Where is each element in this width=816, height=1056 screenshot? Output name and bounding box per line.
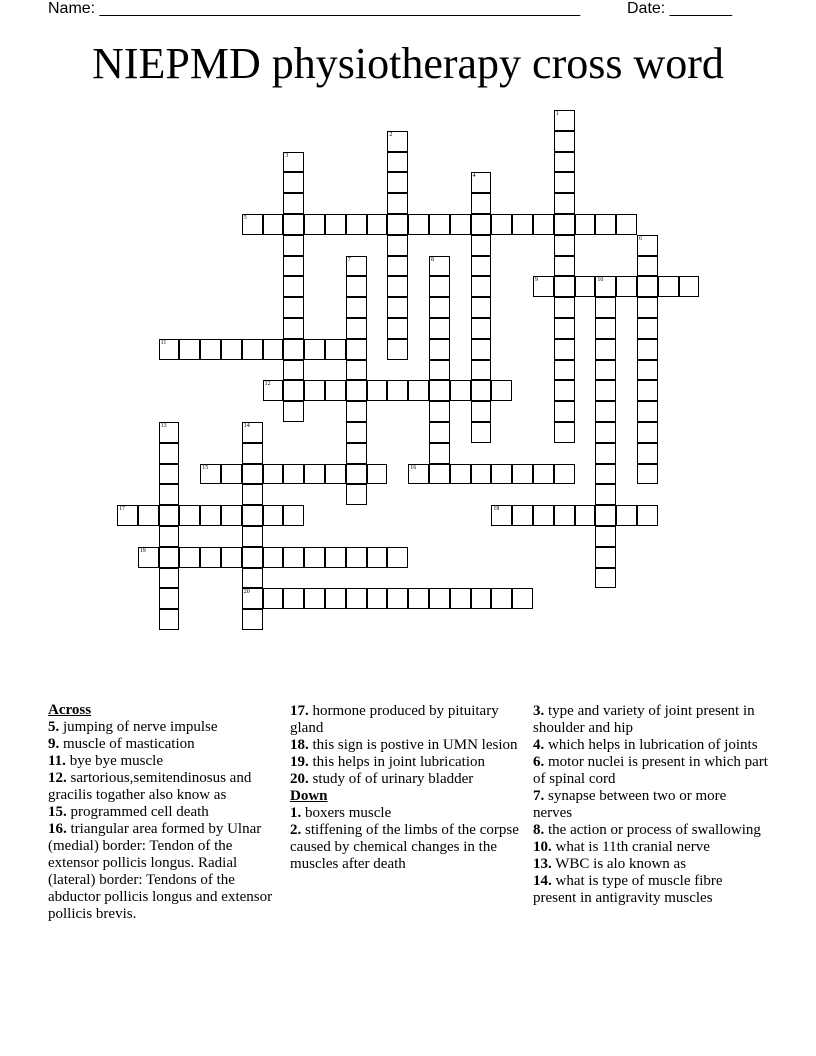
grid-cell[interactable]	[491, 464, 512, 485]
clue-number: 7.	[533, 788, 545, 804]
grid-cell[interactable]	[637, 318, 658, 339]
clue-number: 8.	[533, 822, 545, 838]
clue-item	[48, 753, 284, 770]
grid-cell[interactable]	[283, 505, 304, 526]
grid-cell[interactable]	[200, 547, 221, 568]
grid-cell[interactable]	[637, 276, 658, 297]
clue-number: 14.	[533, 873, 552, 889]
grid-cell[interactable]	[283, 588, 304, 609]
clue-number: 5	[243, 215, 247, 221]
grid-cell[interactable]	[595, 484, 616, 505]
grid-cell[interactable]	[242, 422, 263, 443]
clue-number: 12	[264, 381, 271, 388]
grid-cell[interactable]	[595, 547, 616, 568]
grid-cell[interactable]	[367, 380, 388, 401]
down-heading: Down	[290, 788, 328, 804]
grid-cell[interactable]	[554, 505, 575, 526]
grid-cell[interactable]	[242, 484, 263, 505]
grid-cell[interactable]	[595, 464, 616, 485]
grid-cell[interactable]	[595, 214, 616, 235]
clue-item	[290, 754, 526, 771]
grid-cell[interactable]	[346, 443, 367, 464]
clue-number: 13	[160, 423, 167, 429]
grid-cell[interactable]	[471, 464, 492, 485]
grid-cell[interactable]	[367, 547, 388, 568]
clue-text: stiffening of the limbs of the corpse caused by chemical changes in the muscles after death	[290, 822, 519, 872]
grid-cell[interactable]	[263, 339, 284, 360]
grid-cell[interactable]	[159, 547, 180, 568]
clue-item	[48, 821, 284, 923]
clue-number: 3.	[533, 703, 545, 719]
grid-cell[interactable]	[471, 235, 492, 256]
clue-text: boxers muscle	[301, 805, 392, 821]
grid-cell[interactable]	[450, 380, 471, 401]
clues-column-1	[48, 702, 284, 923]
grid-cell[interactable]	[554, 110, 575, 131]
grid-cell[interactable]	[554, 172, 575, 193]
grid-cell[interactable]	[242, 214, 263, 235]
grid-cell[interactable]	[554, 464, 575, 485]
clue-text: what is 11th cranial nerve	[551, 839, 710, 855]
grid-cell[interactable]	[491, 214, 512, 235]
grid-cell[interactable]	[283, 360, 304, 381]
grid-cell[interactable]	[179, 505, 200, 526]
grid-cell[interactable]	[471, 297, 492, 318]
grid-cell[interactable]	[512, 464, 533, 485]
grid-cell[interactable]	[346, 401, 367, 422]
grid-cell[interactable]	[346, 214, 367, 235]
clue-item	[48, 804, 284, 821]
grid-cell[interactable]	[595, 360, 616, 381]
grid-cell[interactable]	[554, 235, 575, 256]
grid-cell[interactable]	[658, 276, 679, 297]
grid-cell[interactable]	[471, 276, 492, 297]
clue-item	[290, 703, 526, 737]
grid-cell[interactable]	[304, 588, 325, 609]
clue-number: 16	[410, 464, 417, 471]
grid-cell[interactable]	[242, 464, 263, 485]
clue-item	[533, 839, 769, 856]
grid-cell[interactable]	[159, 339, 180, 360]
clue-number: 16.	[48, 821, 67, 837]
clue-number: 19	[139, 547, 146, 554]
grid-cell[interactable]	[283, 172, 304, 193]
grid-cell[interactable]	[263, 588, 284, 609]
clue-number: 10	[597, 277, 604, 284]
grid-cell[interactable]	[637, 297, 658, 318]
grid-cell[interactable]	[533, 214, 554, 235]
grid-cell[interactable]	[429, 464, 450, 485]
clue-item	[48, 770, 284, 804]
grid-cell[interactable]	[679, 276, 700, 297]
grid-cell[interactable]	[471, 422, 492, 443]
grid-cell[interactable]	[554, 131, 575, 152]
grid-cell[interactable]	[637, 360, 658, 381]
grid-cell[interactable]	[429, 339, 450, 360]
grid-cell[interactable]	[429, 214, 450, 235]
grid-cell[interactable]	[387, 297, 408, 318]
grid-cell[interactable]	[429, 422, 450, 443]
grid-cell[interactable]	[159, 443, 180, 464]
clue-text: type and variety of joint present in shoulder and hip	[533, 703, 755, 736]
grid-cell[interactable]	[387, 172, 408, 193]
clue-text: bye bye muscle	[65, 753, 163, 769]
grid-cell[interactable]	[637, 380, 658, 401]
clue-number: 13.	[533, 856, 552, 872]
grid-cell[interactable]	[575, 505, 596, 526]
clue-number: 20	[243, 589, 250, 596]
clue-text: this sign is postive in UMN lesion	[308, 737, 518, 753]
clue-number: 11.	[48, 753, 66, 769]
grid-cell[interactable]	[616, 276, 637, 297]
clue-text: programmed cell death	[66, 804, 209, 820]
grid-cell[interactable]	[159, 464, 180, 485]
clue-number: 1.	[290, 805, 302, 821]
grid-cell[interactable]	[346, 484, 367, 505]
clue-number: 6	[639, 235, 642, 242]
grid-cell[interactable]	[346, 588, 367, 609]
grid-cell[interactable]	[429, 318, 450, 339]
grid-cell[interactable]	[471, 318, 492, 339]
grid-cell[interactable]	[283, 401, 304, 422]
clue-number: 9	[535, 277, 538, 284]
clue-number: 18.	[290, 737, 309, 753]
grid-cell[interactable]	[637, 401, 658, 422]
grid-cell[interactable]	[200, 464, 221, 485]
clue-number: 9.	[48, 736, 60, 752]
clue-number: 18	[493, 506, 500, 513]
clue-item	[290, 771, 526, 788]
clue-number: 10.	[533, 839, 552, 855]
grid-cell[interactable]	[304, 464, 325, 485]
grid-cell[interactable]	[429, 276, 450, 297]
grid-cell[interactable]	[595, 380, 616, 401]
grid-cell[interactable]	[595, 422, 616, 443]
clue-number: 1	[555, 111, 559, 117]
clue-number: 3	[285, 152, 289, 159]
grid-cell[interactable]	[637, 443, 658, 464]
grid-cell[interactable]	[387, 256, 408, 277]
grid-cell[interactable]	[159, 526, 180, 547]
grid-cell[interactable]	[471, 401, 492, 422]
clue-number: 14	[243, 423, 250, 429]
grid-cell[interactable]	[283, 256, 304, 277]
grid-cell[interactable]	[471, 339, 492, 360]
grid-cell[interactable]	[263, 505, 284, 526]
clue-text: the action or process of swallowing	[544, 822, 761, 838]
grid-cell[interactable]	[471, 360, 492, 381]
clue-item	[48, 719, 284, 736]
grid-cell[interactable]	[637, 464, 658, 485]
grid-cell[interactable]	[595, 276, 616, 297]
grid-cell[interactable]	[471, 380, 492, 401]
clue-text: synapse between two or more nerves	[533, 788, 727, 821]
grid-cell[interactable]	[346, 339, 367, 360]
grid-cell[interactable]	[387, 193, 408, 214]
grid-cell[interactable]	[637, 339, 658, 360]
clue-item	[533, 856, 769, 873]
clue-number: 11	[160, 339, 167, 346]
clue-item	[290, 822, 526, 873]
grid-cell[interactable]	[221, 547, 242, 568]
grid-cell[interactable]	[346, 380, 367, 401]
grid-cell[interactable]	[367, 214, 388, 235]
grid-cell[interactable]	[263, 214, 284, 235]
grid-cell[interactable]	[637, 256, 658, 277]
clue-item	[533, 737, 769, 754]
grid-cell[interactable]	[491, 588, 512, 609]
grid-cell[interactable]	[283, 193, 304, 214]
grid-cell[interactable]	[346, 256, 367, 277]
grid-cell[interactable]	[346, 297, 367, 318]
grid-cell[interactable]	[554, 297, 575, 318]
grid-cell[interactable]	[283, 547, 304, 568]
clue-number: 7	[347, 256, 351, 263]
grid-cell[interactable]	[179, 339, 200, 360]
grid-cell[interactable]	[346, 422, 367, 443]
grid-cell[interactable]	[283, 235, 304, 256]
grid-cell[interactable]	[242, 547, 263, 568]
grid-cell[interactable]	[387, 152, 408, 173]
across-heading: Across	[48, 702, 92, 718]
page-title: NIEPMD physiotherapy cross word	[92, 39, 724, 88]
grid-cell[interactable]	[429, 360, 450, 381]
grid-cell[interactable]	[346, 464, 367, 485]
grid-cell[interactable]	[138, 547, 159, 568]
clue-number: 2	[389, 131, 393, 138]
clue-item	[290, 737, 526, 754]
clue-text: muscle of mastication	[59, 736, 195, 752]
grid-cell[interactable]	[325, 339, 346, 360]
clue-text: triangular area formed by Ulnar (medial) border: Tendon of the extensor pollicis longus. Radial (lateral) border: Tendons of the abductor pollicis longus and extensor pollicis brevis.	[48, 821, 273, 922]
grid-cell[interactable]	[429, 256, 450, 277]
clue-number: 12.	[48, 770, 67, 786]
grid-cell[interactable]	[263, 547, 284, 568]
grid-cell[interactable]	[283, 214, 304, 235]
clue-number: 20.	[290, 771, 309, 787]
clue-item	[533, 873, 769, 907]
grid-cell[interactable]	[471, 214, 492, 235]
grid-cell[interactable]	[429, 380, 450, 401]
grid-cell[interactable]	[283, 318, 304, 339]
clue-item	[533, 754, 769, 788]
grid-cell[interactable]	[429, 297, 450, 318]
grid-cell[interactable]	[242, 526, 263, 547]
grid-cell[interactable]	[242, 588, 263, 609]
grid-cell[interactable]	[554, 360, 575, 381]
clue-item	[290, 805, 526, 822]
clue-number: 4	[472, 173, 476, 180]
grid-cell[interactable]	[387, 235, 408, 256]
grid-cell[interactable]	[616, 505, 637, 526]
grid-cell[interactable]	[346, 276, 367, 297]
grid-cell[interactable]	[575, 214, 596, 235]
grid-cell[interactable]	[283, 276, 304, 297]
clue-text: what is type of muscle fibre present in antigravity muscles	[533, 873, 723, 906]
grid-cell[interactable]	[533, 276, 554, 297]
grid-cell[interactable]	[595, 568, 616, 589]
grid-cell[interactable]	[221, 505, 242, 526]
clue-text: WBC is alo known as	[551, 856, 687, 872]
clue-item	[48, 736, 284, 753]
grid-cell[interactable]	[367, 588, 388, 609]
clue-number: 2.	[290, 822, 302, 838]
grid-cell[interactable]	[325, 547, 346, 568]
grid-cell[interactable]	[283, 339, 304, 360]
grid-cell[interactable]	[117, 505, 138, 526]
grid-cell[interactable]	[221, 464, 242, 485]
grid-cell[interactable]	[450, 588, 471, 609]
grid-cell[interactable]	[554, 214, 575, 235]
clue-item	[533, 788, 769, 822]
grid-cell[interactable]	[491, 380, 512, 401]
grid-cell[interactable]	[159, 609, 180, 630]
grid-cell[interactable]	[242, 443, 263, 464]
grid-cell[interactable]	[387, 547, 408, 568]
grid-cell[interactable]	[325, 588, 346, 609]
grid-cell[interactable]	[512, 214, 533, 235]
grid-cell[interactable]	[637, 505, 658, 526]
clue-text: sartorious,semitendinosus and gracilis togather also know as	[48, 770, 252, 803]
grid-cell[interactable]	[387, 214, 408, 235]
grid-cell[interactable]	[138, 505, 159, 526]
grid-cell[interactable]	[408, 464, 429, 485]
grid-cell[interactable]	[595, 318, 616, 339]
grid-cell[interactable]	[554, 401, 575, 422]
grid-cell[interactable]	[533, 464, 554, 485]
grid-cell[interactable]	[159, 568, 180, 589]
grid-cell[interactable]	[263, 380, 284, 401]
clue-number: 4.	[533, 737, 545, 753]
grid-cell[interactable]	[429, 443, 450, 464]
grid-cell[interactable]	[595, 526, 616, 547]
clue-item	[533, 703, 769, 737]
grid-cell[interactable]	[408, 588, 429, 609]
clue-number: 8	[431, 256, 434, 263]
grid-cell[interactable]	[554, 422, 575, 443]
clue-text: motor nuclei is present in which part of spinal cord	[533, 754, 768, 787]
grid-cell[interactable]	[159, 484, 180, 505]
grid-cell[interactable]	[387, 339, 408, 360]
grid-cell[interactable]	[159, 505, 180, 526]
clue-number: 15	[202, 464, 209, 471]
grid-cell[interactable]	[512, 588, 533, 609]
grid-cell[interactable]	[554, 339, 575, 360]
grid-cell[interactable]	[283, 464, 304, 485]
grid-cell[interactable]	[283, 152, 304, 173]
clue-number: 15.	[48, 804, 67, 820]
grid-cell[interactable]	[637, 422, 658, 443]
grid-cell[interactable]	[616, 214, 637, 235]
grid-cell[interactable]	[200, 339, 221, 360]
grid-cell[interactable]	[554, 256, 575, 277]
grid-cell[interactable]	[346, 318, 367, 339]
grid-cell[interactable]	[387, 380, 408, 401]
grid-cell[interactable]	[408, 380, 429, 401]
grid-cell[interactable]	[242, 505, 263, 526]
grid-cell[interactable]	[575, 276, 596, 297]
grid-cell[interactable]	[533, 505, 554, 526]
grid-cell[interactable]	[242, 609, 263, 630]
grid-cell[interactable]	[429, 588, 450, 609]
grid-cell[interactable]	[200, 505, 221, 526]
grid-cell[interactable]	[387, 131, 408, 152]
grid-cell[interactable]	[595, 297, 616, 318]
grid-cell[interactable]	[408, 214, 429, 235]
grid-cell[interactable]	[512, 505, 533, 526]
clue-number: 6.	[533, 754, 545, 770]
clue-text: hormone produced by pituitary gland	[290, 703, 499, 736]
clue-number: 17.	[290, 703, 309, 719]
grid-cell[interactable]	[471, 256, 492, 277]
clues-column-2	[290, 703, 526, 873]
grid-cell[interactable]	[179, 547, 200, 568]
grid-cell[interactable]	[450, 464, 471, 485]
clue-number: 17	[119, 506, 125, 513]
grid-cell[interactable]	[637, 235, 658, 256]
grid-cell[interactable]	[325, 464, 346, 485]
clue-text: which helps in lubrication of joints	[544, 737, 758, 753]
grid-cell[interactable]	[346, 360, 367, 381]
clue-text: this helps in joint lubrication	[308, 754, 485, 770]
grid-cell[interactable]	[387, 318, 408, 339]
grid-cell[interactable]	[387, 588, 408, 609]
grid-cell[interactable]	[283, 297, 304, 318]
grid-cell[interactable]	[554, 380, 575, 401]
grid-cell[interactable]	[595, 505, 616, 526]
grid-cell[interactable]	[450, 214, 471, 235]
clue-text: study of of urinary bladder	[308, 771, 474, 787]
grid-cell[interactable]	[554, 276, 575, 297]
grid-cell[interactable]	[159, 422, 180, 443]
grid-cell[interactable]	[554, 193, 575, 214]
grid-cell[interactable]	[595, 443, 616, 464]
grid-cell[interactable]	[242, 339, 263, 360]
grid-cell[interactable]	[471, 193, 492, 214]
grid-cell[interactable]	[387, 276, 408, 297]
grid-cell[interactable]	[471, 588, 492, 609]
grid-cell[interactable]	[554, 318, 575, 339]
grid-cell[interactable]	[325, 380, 346, 401]
clues-column-3	[533, 703, 769, 907]
grid-cell[interactable]	[304, 380, 325, 401]
clue-item	[533, 822, 769, 839]
grid-cell[interactable]	[283, 380, 304, 401]
grid-cell[interactable]	[429, 401, 450, 422]
grid-cell[interactable]	[325, 214, 346, 235]
grid-cell[interactable]	[304, 547, 325, 568]
grid-cell[interactable]	[346, 547, 367, 568]
grid-cell[interactable]	[242, 568, 263, 589]
grid-cell[interactable]	[595, 339, 616, 360]
grid-cell[interactable]	[554, 152, 575, 173]
grid-cell[interactable]	[304, 339, 325, 360]
clue-text: jumping of nerve impulse	[59, 719, 218, 735]
grid-cell[interactable]	[263, 464, 284, 485]
grid-cell[interactable]	[595, 401, 616, 422]
name-field[interactable]: Name: ______________________________________________________	[48, 0, 581, 17]
clue-number: 19.	[290, 754, 309, 770]
grid-cell[interactable]	[471, 172, 492, 193]
date-field[interactable]: Date: _______	[627, 0, 732, 17]
grid-cell[interactable]	[367, 464, 388, 485]
grid-cell[interactable]	[159, 588, 180, 609]
grid-cell[interactable]	[304, 214, 325, 235]
grid-cell[interactable]	[221, 339, 242, 360]
clue-number: 5.	[48, 719, 60, 735]
grid-cell[interactable]	[491, 505, 512, 526]
